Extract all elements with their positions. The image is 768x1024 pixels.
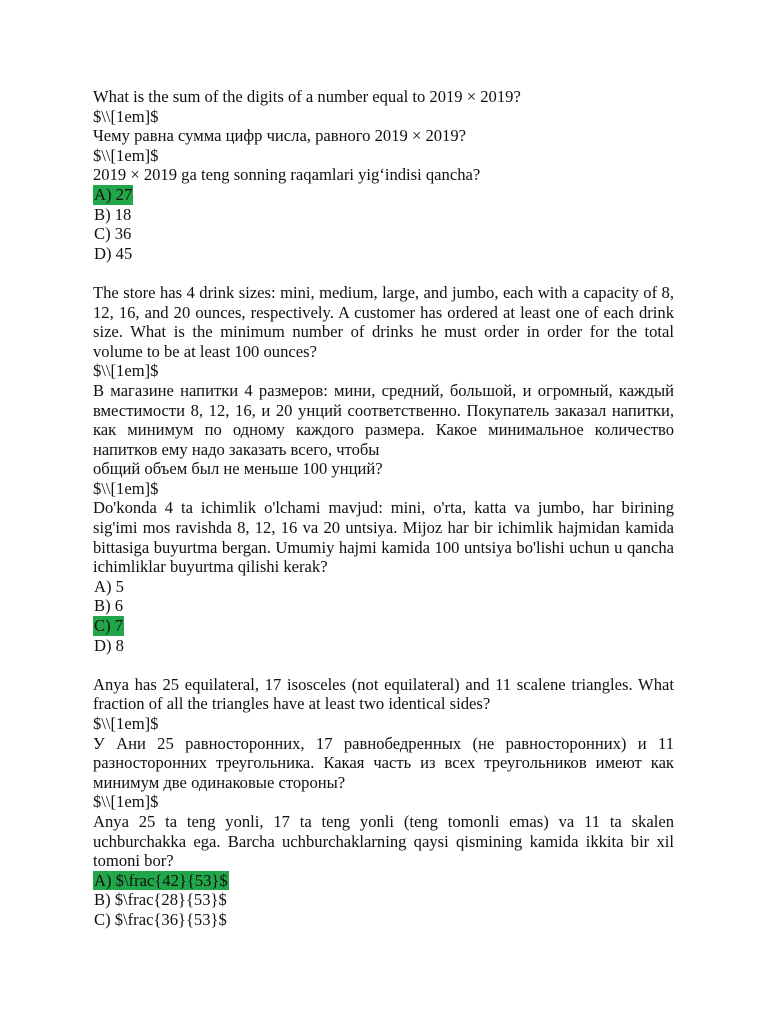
question-3-option-a: A) $\frac{42}{53}$ — [94, 870, 228, 890]
question-1-option-b: B) 18 — [94, 204, 132, 224]
question-1 — [93, 87, 674, 263]
question-2-separator-1: $\\[1em]$ — [93, 361, 159, 381]
question-3 — [93, 675, 674, 930]
question-3-uzbek: Anya 25 ta teng yonli, 17 ta teng yonli (teng tomonli emas) va 11 ta skalen uchburchakka ega. Barcha uchburchaklarning qaysi qismining kamida ikkita bir xil tomoni bor? — [93, 811, 674, 871]
document-page — [93, 87, 674, 930]
question-2-separator-2: $\\[1em]$ — [93, 478, 159, 498]
question-1-separator-2: $\\[1em]$ — [93, 145, 159, 165]
question-2-russian-tail: общий объем был не меньше 100 унций? — [93, 459, 383, 479]
question-3-option-c: C) $\frac{36}{53}$ — [94, 909, 227, 929]
question-3-separator-2: $\\[1em]$ — [93, 792, 159, 812]
question-2-option-c: C) 7 — [94, 616, 124, 636]
question-1-option-d: D) 45 — [94, 243, 133, 263]
question-2-option-a: A) 5 — [94, 576, 124, 596]
question-2-option-b: B) 6 — [94, 596, 124, 616]
question-1-uzbek: 2019 × 2019 ga teng sonning raqamlari yig‘indisi qancha? — [93, 165, 481, 185]
question-2-russian: В магазине напитки 4 размеров: мини, средний, большой, и огромный, каждый вместимости 8, 12, 16, и 20 унций соответственно. Покупатель заказал напитки, как минимум по одному каждого размера. Какое минимальное количество напитков ему надо заказать всего, чтобы — [93, 380, 674, 459]
question-2 — [93, 283, 674, 655]
question-3-english: Anya has 25 equilateral, 17 isosceles (not equilateral) and 11 scalene triangles. What fraction of all the triangles have at least two identical sides? — [93, 674, 674, 714]
question-2-option-d: D) 8 — [94, 635, 124, 655]
question-2-english: The store has 4 drink sizes: mini, medium, large, and jumbo, each with a capacity of 8, 12, 16, and 20 ounces, respectively. A customer has ordered at least one of each drink size. What is the minimum number of drinks he must order in order for the total volume to be at least 100 ounces? — [93, 282, 674, 361]
question-gap — [93, 655, 674, 675]
question-1-separator-1: $\\[1em]$ — [93, 106, 159, 126]
question-3-russian: У Ани 25 равносторонних, 17 равнобедренных (не равносторонних) и 11 разносторонних треугольника. Какая часть из всех треугольников имеют как минимум две одинаковые стороны? — [93, 733, 674, 792]
question-3-option-b: B) $\frac{28}{53}$ — [94, 890, 227, 910]
question-1-russian: Чему равна сумма цифр числа, равного 2019 × 2019? — [93, 126, 467, 146]
question-2-uzbek: Do'konda 4 ta ichimlik o'lchami mavjud: mini, o'rta, katta va jumbo, har birining sig'imi mos ravishda 8, 12, 16 va 20 untsiya. Mijoz har bir ichimlik hajmidan kamida bittasiga buyurtma bergan. Umumiy hajmi kamida 100 untsiya bo'lishi uchun u qancha ichimliklar buyurtma qilishi kerak? — [93, 498, 674, 577]
question-1-option-a: A) 27 — [94, 184, 133, 204]
question-3-separator-1: $\\[1em]$ — [93, 714, 159, 733]
question-1-option-c: C) 36 — [94, 224, 132, 244]
question-1-english: What is the sum of the digits of a number equal to 2019 × 2019? — [93, 87, 521, 106]
question-gap — [93, 263, 674, 283]
